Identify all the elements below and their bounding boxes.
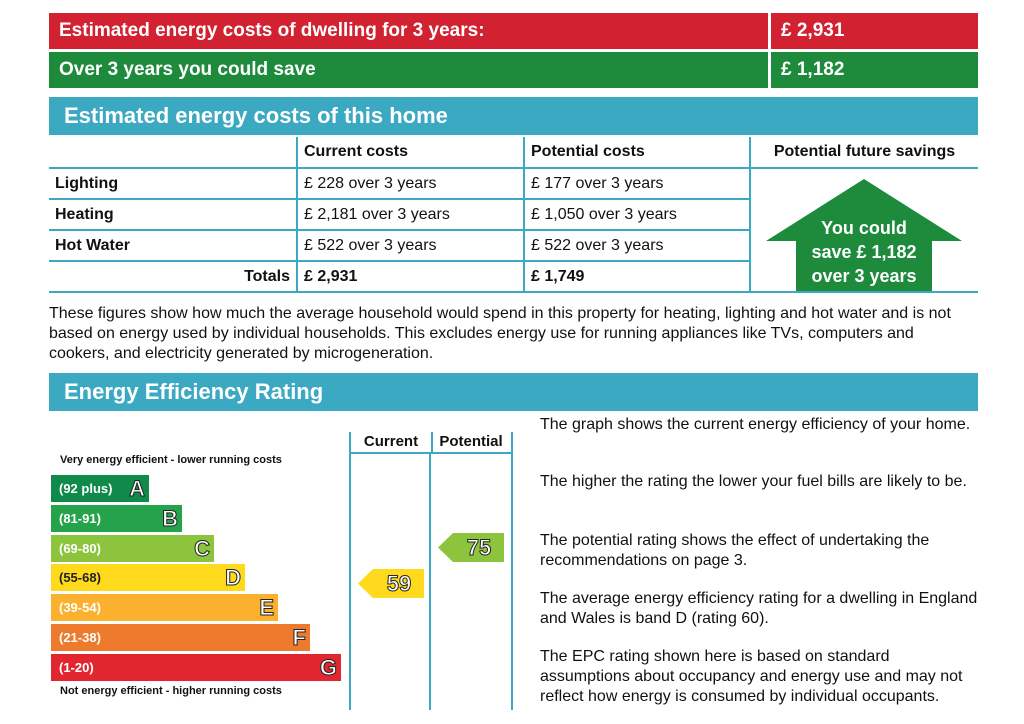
band-code: (39-54) bbox=[59, 600, 101, 615]
row-label-hot-water: Hot Water bbox=[49, 230, 297, 261]
potential-column-header: Potential bbox=[431, 432, 513, 452]
hot-water-current: £ 522 over 3 years bbox=[297, 230, 524, 261]
band-letter: E bbox=[259, 595, 274, 620]
explanation-1: The graph shows the current energy efficiency of your home. bbox=[540, 416, 971, 433]
band-d bbox=[51, 564, 245, 591]
potential-costs-header: Potential costs bbox=[524, 137, 750, 168]
current-column-header: Current bbox=[349, 432, 433, 452]
hot-water-potential: £ 522 over 3 years bbox=[524, 230, 750, 261]
costs-section-title: Estimated energy costs of this home bbox=[49, 97, 978, 135]
divider bbox=[511, 454, 513, 710]
costs-note: These figures show how much the average household would spend in this property for heating, lighting and hot water and is not based on energy used by individual households. This excludes energy use for running appliances like TVs, computers and cookers, and electricity generated by microgeneration. bbox=[49, 305, 951, 362]
lighting-potential: £ 177 over 3 years bbox=[524, 168, 750, 199]
potential-rating-marker bbox=[438, 533, 504, 562]
band-code: (81-91) bbox=[59, 511, 101, 526]
band-a bbox=[51, 475, 149, 502]
band-code: (21-38) bbox=[59, 630, 101, 645]
divider bbox=[429, 454, 431, 710]
total-cost-label: Estimated energy costs of dwelling for 3 years: bbox=[49, 13, 768, 49]
future-savings-header: Potential future savings bbox=[750, 137, 978, 168]
savings-arrow-line1: You could bbox=[821, 218, 907, 238]
band-letter: D bbox=[225, 565, 241, 590]
total-cost-value: £ 2,931 bbox=[771, 13, 978, 49]
band-f bbox=[51, 624, 310, 651]
total-cost-bar bbox=[49, 13, 978, 49]
band-code: (69-80) bbox=[59, 541, 101, 556]
explanation-5: The EPC rating shown here is based on standard assumptions about occupancy and energy use and may not reflect how energy is consumed by individual occupants. bbox=[540, 648, 963, 705]
band-c bbox=[51, 535, 214, 562]
band-e bbox=[51, 594, 278, 621]
savings-arrow-line2: save £ 1,182 bbox=[811, 242, 917, 262]
savings-value: £ 1,182 bbox=[771, 52, 978, 88]
row-label-heating: Heating bbox=[49, 199, 297, 230]
totals-potential: £ 1,749 bbox=[524, 261, 750, 292]
top-caption: Very energy efficient - lower running costs bbox=[60, 454, 282, 466]
savings-arrow-line3: over 3 years bbox=[811, 266, 917, 286]
savings-arrow-text bbox=[766, 216, 962, 288]
band-letter: A bbox=[129, 476, 145, 501]
band-b bbox=[51, 505, 182, 532]
empty-header bbox=[49, 137, 297, 168]
potential-rating-value: 75 bbox=[466, 535, 492, 560]
current-rating-marker bbox=[358, 569, 424, 598]
explanation-4: The average energy efficiency rating for a dwelling in England and Wales is band D (rating 60). bbox=[540, 590, 978, 627]
rating-section-title: Energy Efficiency Rating bbox=[49, 373, 978, 411]
bottom-caption: Not energy efficient - higher running costs bbox=[60, 685, 282, 697]
savings-arrow bbox=[766, 179, 962, 291]
band-letter: C bbox=[194, 536, 210, 561]
band-code: (92 plus) bbox=[59, 481, 113, 496]
band-g bbox=[51, 654, 341, 681]
band-letter: G bbox=[319, 655, 337, 680]
band-letter: F bbox=[292, 625, 306, 650]
explanation-3: The potential rating shows the effect of undertaking the recommendations on page 3. bbox=[540, 532, 930, 569]
totals-label: Totals bbox=[49, 261, 297, 292]
band-code: (55-68) bbox=[59, 570, 101, 585]
band-letter: B bbox=[162, 506, 178, 531]
current-costs-header: Current costs bbox=[297, 137, 524, 168]
savings-bar bbox=[49, 52, 978, 88]
heating-current: £ 2,181 over 3 years bbox=[297, 199, 524, 230]
band-code: (1-20) bbox=[59, 660, 94, 675]
rating-columns-header bbox=[349, 432, 513, 454]
lighting-current: £ 228 over 3 years bbox=[297, 168, 524, 199]
current-rating-value: 59 bbox=[386, 571, 412, 596]
heating-potential: £ 1,050 over 3 years bbox=[524, 199, 750, 230]
totals-current: £ 2,931 bbox=[297, 261, 524, 292]
costs-header-row bbox=[49, 137, 978, 168]
explanation-2: The higher the rating the lower your fuel bills are likely to be. bbox=[540, 473, 967, 490]
divider bbox=[349, 454, 351, 710]
row-label-lighting: Lighting bbox=[49, 168, 297, 199]
savings-label: Over 3 years you could save bbox=[49, 52, 768, 88]
